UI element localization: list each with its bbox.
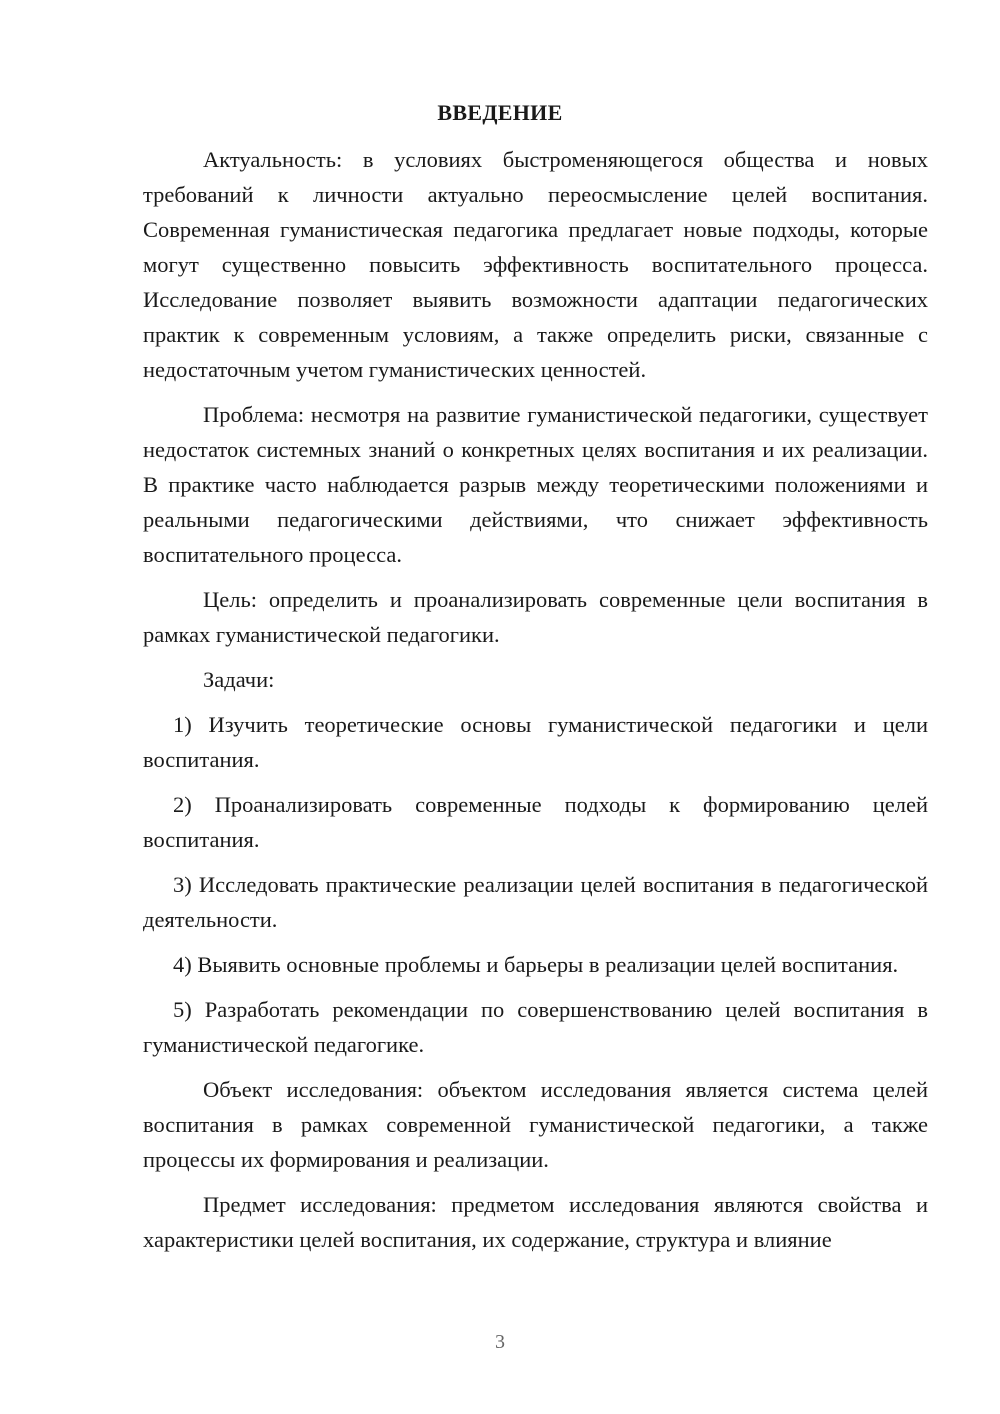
page-number: 3 xyxy=(495,1331,505,1353)
body-text xyxy=(143,142,928,1257)
object-paragraph: Объект исследования: объектом исследования является система целей воспитания в рамках современной гуманистической педагогики, а также процессы их формирования и реализации. xyxy=(143,1077,928,1172)
relevance-paragraph: Актуальность: в условиях быстроменяющегося общества и новых требований к личности актуально переосмысление целей воспитания. Современная гуманистическая педагогика предлагает новые подходы, которые могут существенно повысить эффективность воспитательного процесса. Исследование позволяет выявить возможности адаптации педагогических практик к современным условиям, а также определить риски, связанные с недостаточным учетом гуманистических ценностей. xyxy=(143,147,928,382)
section-heading: ВВЕДЕНИЕ xyxy=(437,100,563,125)
task-item-4: 4) Выявить основные проблемы и барьеры в реализации целей воспитания. xyxy=(173,952,899,977)
task-item-5: 5) Разработать рекомендации по совершенствованию целей воспитания в гуманистической педагогике. xyxy=(143,997,928,1057)
task-item-1: 1) Изучить теоретические основы гуманистической педагогики и цели воспитания. xyxy=(143,712,928,772)
task-item-3: 3) Исследовать практические реализации целей воспитания в педагогической деятельности. xyxy=(143,872,928,932)
goal-paragraph: Цель: определить и проанализировать современные цели воспитания в рамках гуманистической педагогики. xyxy=(143,587,928,647)
task-item-2: 2) Проанализировать современные подходы к формированию целей воспитания. xyxy=(143,792,928,852)
subject-paragraph: Предмет исследования: предметом исследования являются свойства и характеристики целей воспитания, их содержание, структура и влияние xyxy=(143,1192,928,1252)
tasks-label: Задачи: xyxy=(203,667,275,692)
problem-paragraph: Проблема: несмотря на развитие гуманистической педагогики, существует недостаток системных знаний о конкретных целях воспитания и их реализации. В практике часто наблюдается разрыв между теоретическими положениями и реальными педагогическими действиями, что снижает эффективность воспитательного процесса. xyxy=(143,402,928,567)
